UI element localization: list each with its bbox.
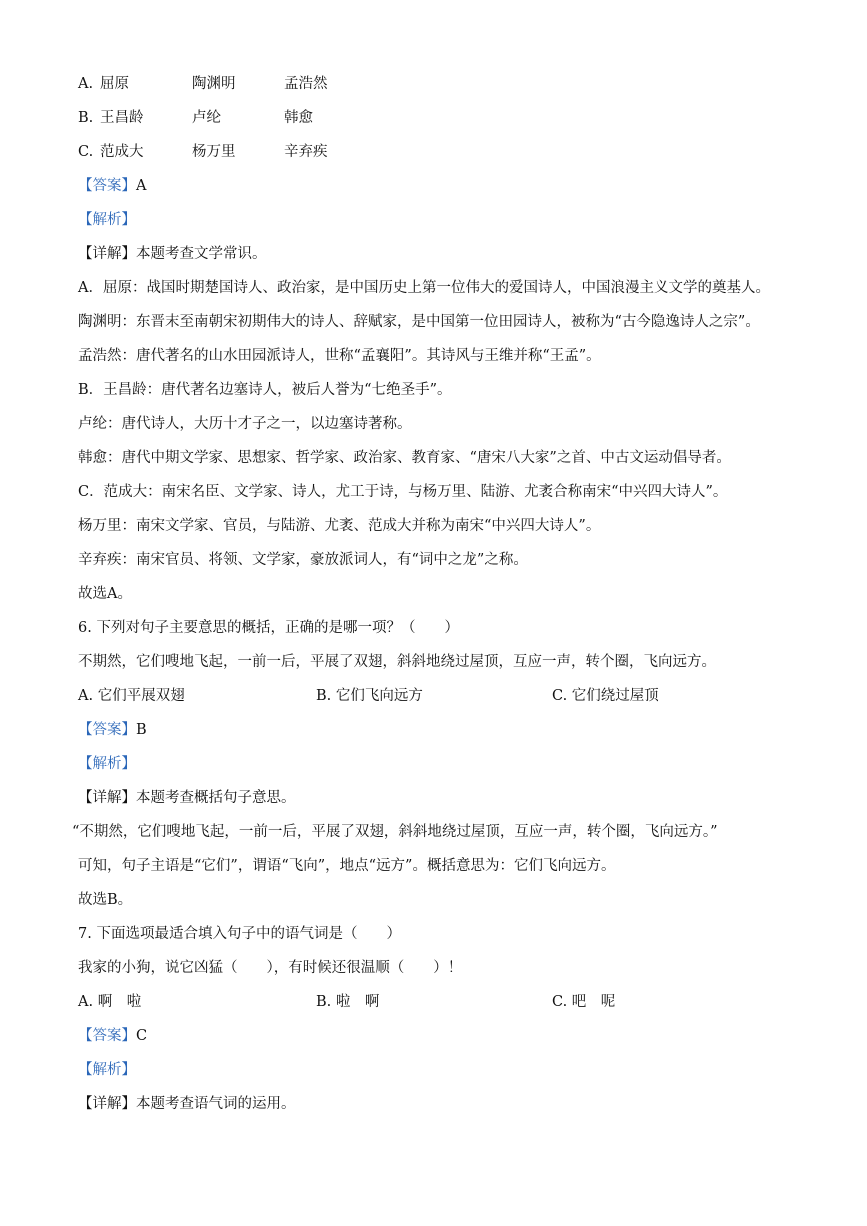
- detail-text: 本题考查语气词的运用。: [136, 1096, 296, 1112]
- q7-option-c: C. 吧 呢: [552, 994, 616, 1010]
- option-name: 屈原: [100, 76, 129, 92]
- explanation-line: 可知，句子主语是“它们”，谓语“飞向”，地点“远方”。概括意思为：它们飞向远方。: [78, 858, 616, 874]
- answer-line: [78, 1026, 147, 1046]
- question-6: 6. 下列对句子主要意思的概括，正确的是哪一项？（ ）: [78, 620, 459, 636]
- explanation-line: 杨万里：南宋文学家、官员，与陆游、尤袤、范成大并称为南宋“中兴四大诗人”。: [78, 518, 601, 534]
- explanation-line: 韩愈：唐代中期文学家、思想家、哲学家、政治家、教育家、“唐宋八大家”之首、中古文运动倡导者。: [78, 450, 731, 466]
- answer-line: [78, 176, 146, 196]
- option-letter: C.: [78, 144, 94, 160]
- detail-line: [78, 244, 267, 264]
- option-name: 范成大: [100, 144, 144, 160]
- analysis-line: [78, 754, 136, 774]
- option-name: 杨万里: [192, 144, 236, 160]
- detail-line: [78, 1094, 296, 1114]
- option-name: 陶渊明: [192, 76, 236, 92]
- explanation-line: 陶渊明：东晋末至南朝宋初期伟大的诗人、辞赋家，是中国第一位田园诗人，被称为“古今隐逸诗人之宗”。: [78, 314, 760, 330]
- answer-tag: 【答案】: [78, 1028, 136, 1044]
- answer-line: [78, 720, 147, 740]
- option-name: 孟浩然: [284, 76, 328, 92]
- detail-tag: 【详解】: [78, 790, 136, 806]
- detail-tag: 【详解】: [78, 246, 136, 262]
- option-name: 卢纶: [192, 110, 221, 126]
- conclusion-line: 故选B。: [78, 892, 133, 908]
- q6-option-b: B. 它们飞向远方: [316, 688, 423, 704]
- detail-line: [78, 788, 296, 808]
- explanation-line: “不期然，它们嗖地飞起，一前一后，平展了双翅，斜斜地绕过屋顶，互应一声，转个圈，飞向远方。”: [72, 824, 718, 840]
- q7-option-a: A. 啊 啦: [78, 994, 142, 1010]
- answer-tag: 【答案】: [78, 722, 136, 738]
- option-name: 韩愈: [284, 110, 313, 126]
- analysis-line: [78, 210, 136, 230]
- analysis-tag: 【解析】: [78, 212, 136, 228]
- answer-tag: 【答案】: [78, 178, 136, 194]
- q7-option-b: B. 啦 啊: [316, 994, 380, 1010]
- question-sentence: 不期然，它们嗖地飞起，一前一后，平展了双翅，斜斜地绕过屋顶，互应一声，转个圈，飞向远方。: [78, 654, 716, 670]
- option-name: 王昌龄: [100, 110, 144, 126]
- explanation-line: 卢纶：唐代诗人，大历十才子之一，以边塞诗著称。: [78, 416, 412, 432]
- q6-option-a: A. 它们平展双翅: [78, 688, 185, 704]
- explanation-line: C．范成大：南宋名臣、文学家、诗人，尤工于诗，与杨万里、陆游、尤袤合称南宋“中兴四大诗人”。: [78, 484, 728, 500]
- option-letter: A.: [78, 76, 94, 92]
- q6-option-c: C. 它们绕过屋顶: [552, 688, 659, 704]
- question-sentence: 我家的小狗，说它凶猛（ ），有时候还很温顺（ ）！: [78, 960, 463, 976]
- detail-text: 本题考查概括句子意思。: [136, 790, 296, 806]
- detail-tag: 【详解】: [78, 1096, 136, 1112]
- explanation-line: 孟浩然：唐代著名的山水田园派诗人，世称“孟襄阳”。其诗风与王维并称“王孟”。: [78, 348, 601, 364]
- explanation-line: A．屈原：战国时期楚国诗人、政治家，是中国历史上第一位伟大的爱国诗人，中国浪漫主义文学的奠基人。: [78, 280, 770, 296]
- explanation-line: B．王昌龄：唐代著名边塞诗人，被后人誉为“七绝圣手”。: [78, 382, 452, 398]
- analysis-line: [78, 1060, 136, 1080]
- option-name: 辛弃疾: [284, 144, 328, 160]
- answer-value: B: [136, 722, 147, 738]
- explanation-line: 辛弃疾：南宋官员、将领、文学家，豪放派词人，有“词中之龙”之称。: [78, 552, 528, 568]
- option-letter: B.: [78, 110, 94, 126]
- conclusion-line: 故选A。: [78, 586, 132, 602]
- answer-value: A: [136, 178, 147, 194]
- answer-value: C: [136, 1028, 148, 1044]
- analysis-tag: 【解析】: [78, 756, 136, 772]
- question-7: 7. 下面选项最适合填入句子中的语气词是（ ）: [78, 926, 401, 942]
- detail-text: 本题考查文学常识。: [136, 246, 267, 262]
- analysis-tag: 【解析】: [78, 1062, 136, 1078]
